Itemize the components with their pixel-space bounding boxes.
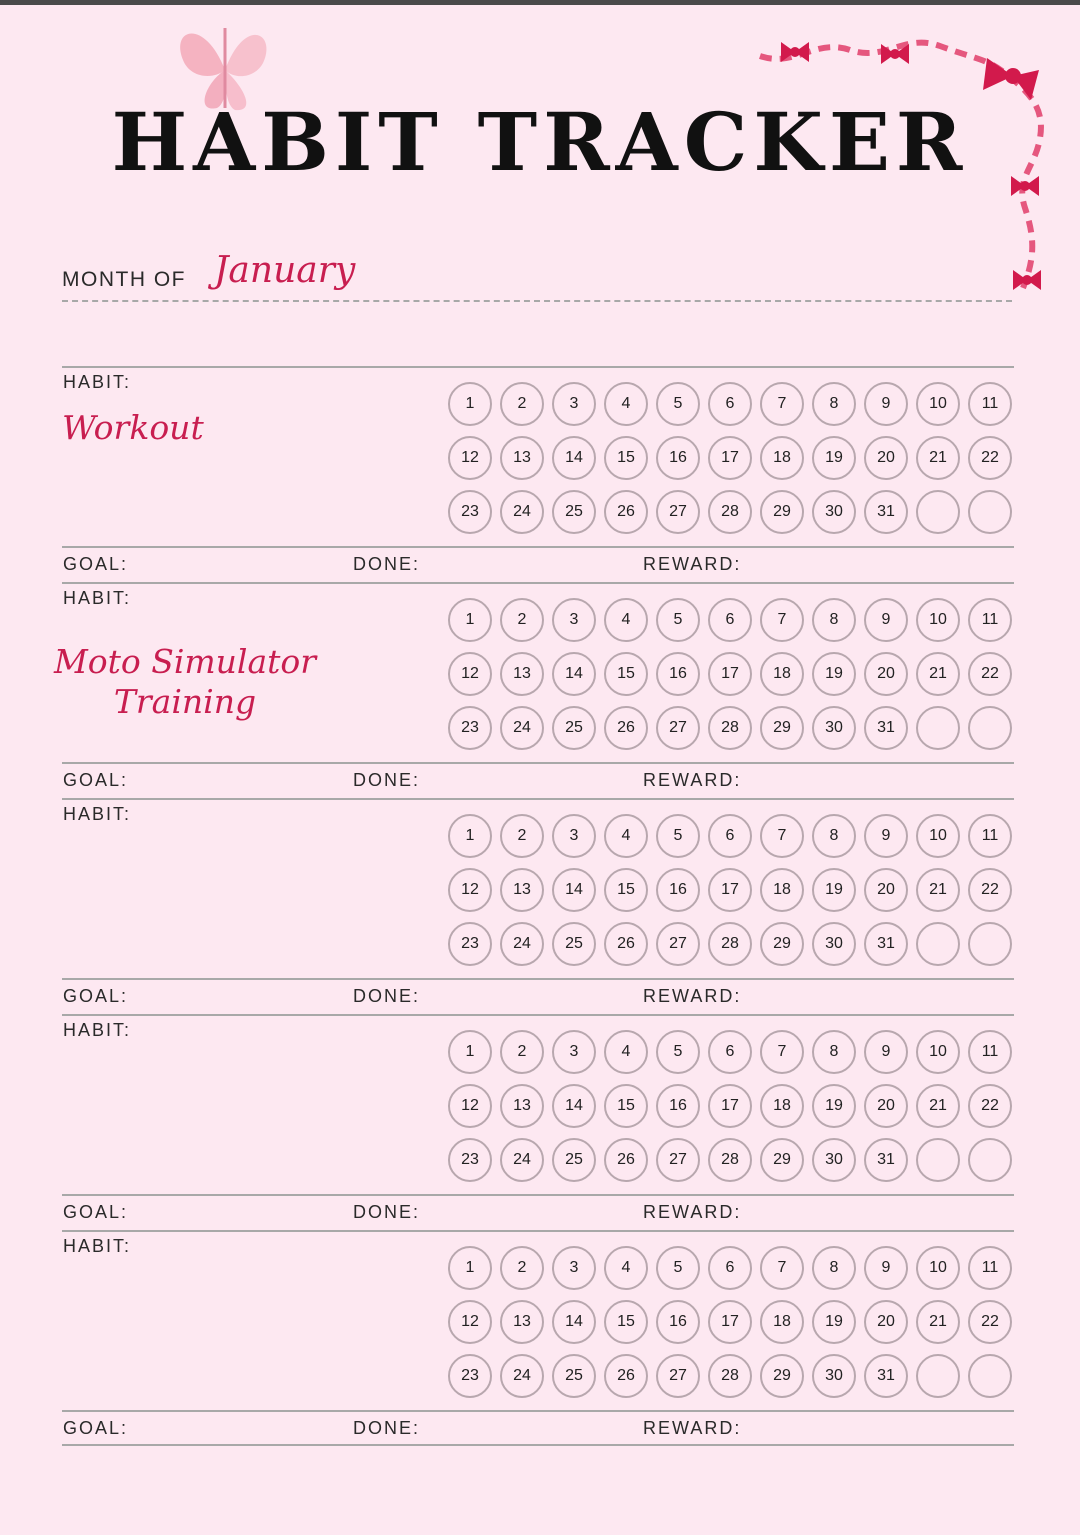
habit-block-1 <box>62 366 1014 574</box>
day-circle[interactable]: 31 <box>864 490 908 534</box>
reward-label: REWARD: <box>643 986 742 1006</box>
day-circle[interactable]: 10 <box>916 598 960 642</box>
day-circle[interactable]: 24 <box>500 490 544 534</box>
bottom-line <box>62 1444 1014 1446</box>
day-circle[interactable]: 31 <box>864 1354 908 1398</box>
habit-footer <box>62 1414 1014 1446</box>
day-circle[interactable]: 20 <box>864 436 908 480</box>
day-circle[interactable]: 6 <box>708 814 752 858</box>
done-label: DONE: <box>353 770 421 790</box>
day-circle[interactable]: 25 <box>552 490 596 534</box>
day-circle[interactable]: 6 <box>708 598 752 642</box>
day-circle[interactable]: 20 <box>864 868 908 912</box>
day-circle[interactable]: 29 <box>760 922 804 966</box>
day-circle[interactable]: 1 <box>448 1246 492 1290</box>
habit-footer <box>62 1198 1014 1230</box>
done-label: DONE: <box>353 986 421 1006</box>
day-circle[interactable]: 8 <box>812 814 856 858</box>
day-grid <box>448 1030 1014 1182</box>
day-circle[interactable]: 8 <box>812 1030 856 1074</box>
day-circle[interactable]: 25 <box>552 1354 596 1398</box>
habit-footer <box>62 550 1014 582</box>
day-circle[interactable]: 7 <box>760 1246 804 1290</box>
day-circle[interactable]: 4 <box>604 382 648 426</box>
day-circle[interactable]: 4 <box>604 598 648 642</box>
day-circle[interactable] <box>916 490 960 534</box>
day-circle[interactable]: 29 <box>760 490 804 534</box>
day-circle[interactable]: 10 <box>916 1030 960 1074</box>
day-circle[interactable]: 17 <box>708 1084 752 1128</box>
day-circle[interactable]: 17 <box>708 1300 752 1344</box>
day-circle[interactable]: 19 <box>812 868 856 912</box>
day-circle[interactable]: 1 <box>448 814 492 858</box>
day-circle[interactable]: 18 <box>760 1084 804 1128</box>
reward-label: REWARD: <box>643 770 742 790</box>
day-circle[interactable]: 22 <box>968 868 1012 912</box>
day-circle[interactable]: 19 <box>812 1084 856 1128</box>
day-circle[interactable]: 25 <box>552 706 596 750</box>
day-circle[interactable]: 12 <box>448 868 492 912</box>
day-circle[interactable]: 9 <box>864 598 908 642</box>
divider-line <box>62 978 1014 980</box>
day-circle[interactable]: 28 <box>708 922 752 966</box>
day-circle[interactable]: 28 <box>708 706 752 750</box>
day-circle[interactable]: 6 <box>708 1246 752 1290</box>
day-circle[interactable]: 16 <box>656 1084 700 1128</box>
day-circle[interactable]: 14 <box>552 1300 596 1344</box>
day-circle[interactable]: 18 <box>760 652 804 696</box>
habit-footer <box>62 982 1014 1014</box>
day-circle[interactable]: 4 <box>604 1030 648 1074</box>
day-circle[interactable]: 28 <box>708 490 752 534</box>
day-circle[interactable]: 21 <box>916 1300 960 1344</box>
day-circle[interactable]: 15 <box>604 436 648 480</box>
day-circle[interactable]: 24 <box>500 922 544 966</box>
day-circle[interactable]: 4 <box>604 814 648 858</box>
day-grid <box>448 1246 1014 1398</box>
day-circle[interactable]: 25 <box>552 922 596 966</box>
reward-label: REWARD: <box>643 1202 742 1222</box>
day-circle[interactable]: 27 <box>656 1138 700 1182</box>
day-circle[interactable]: 11 <box>968 382 1012 426</box>
day-circle[interactable] <box>916 1354 960 1398</box>
day-circle[interactable] <box>968 922 1012 966</box>
day-circle[interactable]: 30 <box>812 922 856 966</box>
day-circle[interactable]: 13 <box>500 1300 544 1344</box>
day-circle[interactable]: 25 <box>552 1138 596 1182</box>
day-circle[interactable]: 2 <box>500 814 544 858</box>
day-circle[interactable]: 16 <box>656 868 700 912</box>
day-circle[interactable]: 3 <box>552 598 596 642</box>
day-circle[interactable] <box>968 706 1012 750</box>
day-circle[interactable]: 29 <box>760 706 804 750</box>
divider-line <box>62 798 1014 800</box>
day-circle[interactable]: 22 <box>968 652 1012 696</box>
day-circle[interactable]: 19 <box>812 652 856 696</box>
month-dashed-line <box>62 300 1012 302</box>
day-circle[interactable]: 13 <box>500 868 544 912</box>
day-circle[interactable]: 3 <box>552 382 596 426</box>
day-circle[interactable]: 22 <box>968 1300 1012 1344</box>
day-circle[interactable]: 7 <box>760 598 804 642</box>
divider-line <box>62 1194 1014 1196</box>
day-circle[interactable]: 29 <box>760 1138 804 1182</box>
day-circle[interactable]: 24 <box>500 706 544 750</box>
day-circle[interactable]: 22 <box>968 436 1012 480</box>
day-circle[interactable]: 1 <box>448 382 492 426</box>
day-circle[interactable]: 22 <box>968 1084 1012 1128</box>
day-circle[interactable]: 1 <box>448 1030 492 1074</box>
divider-line <box>62 366 1014 368</box>
day-circle[interactable]: 2 <box>500 1030 544 1074</box>
day-circle[interactable]: 16 <box>656 652 700 696</box>
day-circle[interactable]: 5 <box>656 1030 700 1074</box>
day-circle[interactable]: 26 <box>604 1138 648 1182</box>
day-circle[interactable]: 31 <box>864 1138 908 1182</box>
day-circle[interactable]: 3 <box>552 814 596 858</box>
goal-label: GOAL: <box>63 1202 129 1222</box>
day-circle[interactable]: 14 <box>552 1084 596 1128</box>
day-circle[interactable]: 12 <box>448 652 492 696</box>
goal-label: GOAL: <box>63 554 129 574</box>
day-circle[interactable]: 19 <box>812 1300 856 1344</box>
day-circle[interactable]: 30 <box>812 1354 856 1398</box>
day-circle[interactable]: 26 <box>604 922 648 966</box>
day-circle[interactable]: 16 <box>656 436 700 480</box>
reward-label: REWARD: <box>643 1418 742 1438</box>
day-circle[interactable]: 7 <box>760 814 804 858</box>
day-circle[interactable]: 23 <box>448 922 492 966</box>
day-circle[interactable]: 11 <box>968 1030 1012 1074</box>
day-circle[interactable]: 21 <box>916 868 960 912</box>
day-circle[interactable]: 11 <box>968 598 1012 642</box>
day-circle[interactable]: 20 <box>864 1084 908 1128</box>
day-circle[interactable]: 11 <box>968 1246 1012 1290</box>
habit-block-5 <box>62 1230 1014 1438</box>
day-circle[interactable]: 5 <box>656 598 700 642</box>
day-circle[interactable] <box>968 1138 1012 1182</box>
day-grid <box>448 814 1014 966</box>
day-circle[interactable]: 28 <box>708 1354 752 1398</box>
day-circle[interactable]: 23 <box>448 1138 492 1182</box>
day-circle[interactable]: 10 <box>916 1246 960 1290</box>
day-circle[interactable]: 3 <box>552 1030 596 1074</box>
day-grid <box>448 382 1014 534</box>
day-circle[interactable] <box>916 706 960 750</box>
day-circle[interactable]: 9 <box>864 382 908 426</box>
day-circle[interactable]: 5 <box>656 814 700 858</box>
day-circle[interactable]: 27 <box>656 1354 700 1398</box>
day-circle[interactable]: 7 <box>760 382 804 426</box>
day-circle[interactable]: 14 <box>552 868 596 912</box>
day-circle[interactable]: 17 <box>708 868 752 912</box>
day-circle[interactable]: 18 <box>760 436 804 480</box>
habit-block-2 <box>53 582 1014 790</box>
day-circle[interactable]: 24 <box>500 1138 544 1182</box>
day-circle[interactable]: 7 <box>760 1030 804 1074</box>
day-circle[interactable]: 17 <box>708 652 752 696</box>
day-circle[interactable]: 11 <box>968 814 1012 858</box>
day-circle[interactable]: 10 <box>916 382 960 426</box>
day-circle[interactable]: 23 <box>448 706 492 750</box>
day-circle[interactable]: 20 <box>864 1300 908 1344</box>
habit-block-3 <box>62 798 1014 1006</box>
day-circle[interactable]: 2 <box>500 598 544 642</box>
day-circle[interactable]: 2 <box>500 1246 544 1290</box>
reward-label: REWARD: <box>643 554 742 574</box>
habit-label: HABIT: <box>63 588 132 608</box>
habit-name: Workout <box>62 408 204 447</box>
day-circle[interactable]: 23 <box>448 1354 492 1398</box>
day-circle[interactable]: 18 <box>760 1300 804 1344</box>
day-circle[interactable]: 13 <box>500 1084 544 1128</box>
day-circle[interactable]: 18 <box>760 868 804 912</box>
day-circle[interactable]: 2 <box>500 382 544 426</box>
month-label: MONTH OF <box>62 268 186 291</box>
day-circle[interactable] <box>968 490 1012 534</box>
day-circle[interactable]: 8 <box>812 382 856 426</box>
day-circle[interactable]: 4 <box>604 1246 648 1290</box>
goal-label: GOAL: <box>63 1418 129 1438</box>
day-circle[interactable]: 28 <box>708 1138 752 1182</box>
done-label: DONE: <box>353 1418 421 1438</box>
page-title: HABIT TRACKER <box>111 95 969 189</box>
day-circle[interactable]: 12 <box>448 1084 492 1128</box>
divider-line <box>62 582 1014 584</box>
day-circle[interactable]: 3 <box>552 1246 596 1290</box>
day-circle[interactable]: 14 <box>552 652 596 696</box>
day-circle[interactable]: 30 <box>812 490 856 534</box>
habit-label: HABIT: <box>63 1236 132 1256</box>
day-circle[interactable]: 27 <box>656 922 700 966</box>
day-circle[interactable]: 5 <box>656 1246 700 1290</box>
day-circle[interactable]: 8 <box>812 598 856 642</box>
day-circle[interactable]: 16 <box>656 1300 700 1344</box>
day-circle[interactable]: 21 <box>916 1084 960 1128</box>
day-circle[interactable]: 31 <box>864 706 908 750</box>
day-circle[interactable]: 15 <box>604 868 648 912</box>
done-label: DONE: <box>353 1202 421 1222</box>
day-circle[interactable] <box>968 1354 1012 1398</box>
day-circle[interactable]: 9 <box>864 1030 908 1074</box>
day-circle[interactable]: 26 <box>604 706 648 750</box>
day-circle[interactable]: 27 <box>656 706 700 750</box>
month-row <box>62 250 1012 305</box>
day-circle[interactable]: 30 <box>812 706 856 750</box>
day-circle[interactable]: 24 <box>500 1354 544 1398</box>
day-circle[interactable]: 29 <box>760 1354 804 1398</box>
day-circle[interactable]: 15 <box>604 652 648 696</box>
day-circle[interactable]: 26 <box>604 1354 648 1398</box>
day-circle[interactable] <box>916 1138 960 1182</box>
day-circle[interactable]: 19 <box>812 436 856 480</box>
day-circle[interactable]: 23 <box>448 490 492 534</box>
goal-label: GOAL: <box>63 770 129 790</box>
day-circle[interactable]: 8 <box>812 1246 856 1290</box>
day-circle[interactable]: 13 <box>500 652 544 696</box>
divider-line <box>62 1014 1014 1016</box>
month-value: January <box>214 250 356 291</box>
day-circle[interactable]: 31 <box>864 922 908 966</box>
day-circle[interactable]: 6 <box>708 1030 752 1074</box>
day-circle[interactable]: 17 <box>708 436 752 480</box>
day-circle[interactable]: 20 <box>864 652 908 696</box>
day-circle[interactable]: 5 <box>656 382 700 426</box>
habit-footer <box>62 766 1014 798</box>
divider-line <box>62 1410 1014 1412</box>
day-circle[interactable]: 15 <box>604 1084 648 1128</box>
habit-label: HABIT: <box>63 804 132 824</box>
day-circle[interactable]: 12 <box>448 436 492 480</box>
day-circle[interactable]: 14 <box>552 436 596 480</box>
day-circle[interactable]: 15 <box>604 1300 648 1344</box>
day-circle[interactable]: 27 <box>656 490 700 534</box>
day-grid <box>448 598 1014 750</box>
day-circle[interactable]: 12 <box>448 1300 492 1344</box>
done-label: DONE: <box>353 554 421 574</box>
day-circle[interactable]: 9 <box>864 814 908 858</box>
habit-block-4 <box>62 1014 1014 1222</box>
goal-label: GOAL: <box>63 986 129 1006</box>
divider-line <box>62 762 1014 764</box>
day-circle[interactable]: 30 <box>812 1138 856 1182</box>
day-circle[interactable]: 21 <box>916 652 960 696</box>
day-circle[interactable]: 9 <box>864 1246 908 1290</box>
day-circle[interactable]: 10 <box>916 814 960 858</box>
divider-line <box>62 1230 1014 1232</box>
day-circle[interactable]: 13 <box>500 436 544 480</box>
habit-label: HABIT: <box>63 372 132 392</box>
day-circle[interactable]: 6 <box>708 382 752 426</box>
day-circle[interactable]: 1 <box>448 598 492 642</box>
habit-label: HABIT: <box>63 1020 132 1040</box>
day-circle[interactable]: 21 <box>916 436 960 480</box>
day-circle[interactable] <box>916 922 960 966</box>
habit-name: Moto Simulator Training <box>53 642 317 721</box>
day-circle[interactable]: 26 <box>604 490 648 534</box>
divider-line <box>62 546 1014 548</box>
top-border <box>0 0 1080 5</box>
